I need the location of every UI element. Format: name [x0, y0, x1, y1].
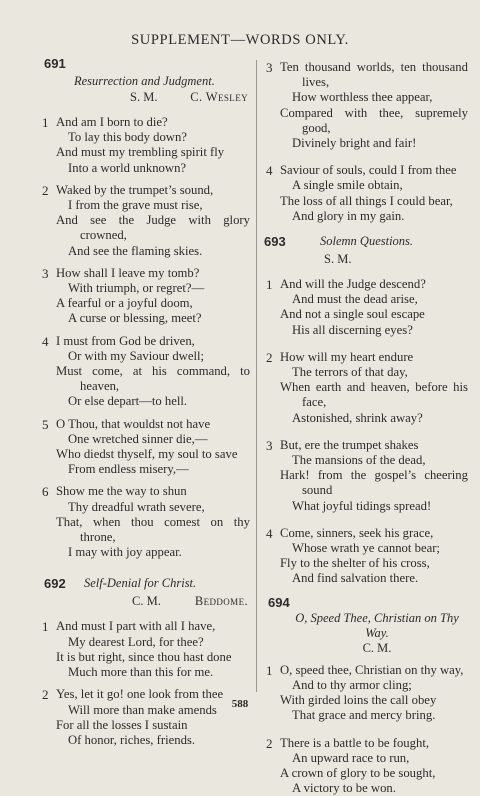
verse-line: Compared with thee, supremely: [262, 106, 468, 121]
stanza: [32, 115, 250, 176]
verse-line: O Thou, that wouldst not have: [32, 417, 250, 432]
stanza-number: 4: [266, 163, 273, 178]
stanza: [262, 60, 472, 151]
verse-line: And must my trembling spirit fly: [32, 145, 250, 160]
hymn-number: 693: [264, 234, 286, 249]
verse-line: good,: [262, 121, 472, 136]
stanza-number: 3: [42, 266, 49, 281]
hymn-692-meter-line: [32, 594, 250, 612]
hymn-691-meter-line: [32, 90, 250, 108]
stanza-number: 1: [42, 115, 49, 130]
verse-line: Yes, let it go! one look from thee: [32, 687, 250, 702]
hymn-author: Beddome.: [195, 594, 248, 609]
stanza-number: 4: [266, 526, 273, 541]
hymn-title-continued: Way.: [262, 626, 472, 641]
hymn-title: Resurrection and Judgment.: [74, 74, 215, 89]
verse-line: But, ere the trumpet shakes: [262, 438, 472, 453]
stanza: [32, 687, 250, 748]
verse-line: Of honor, riches, friends.: [32, 733, 250, 748]
hymn-693-meter-line: [262, 252, 472, 270]
verse-line: The terrors of that day,: [262, 365, 472, 380]
stanza-number: 2: [266, 350, 273, 365]
stanza: [262, 163, 472, 224]
verse-line: How shall I leave my tomb?: [32, 266, 250, 281]
stanza: [262, 526, 472, 587]
verse-line: And must I part with all I have,: [32, 619, 250, 634]
verse-line: The mansions of the dead,: [262, 453, 472, 468]
page-header: SUPPLEMENT—WORDS ONLY.: [0, 32, 480, 49]
stanza-number: 3: [266, 60, 273, 75]
verse-line: Come, sinners, seek his grace,: [262, 526, 472, 541]
verse-line: sound: [262, 483, 472, 498]
verse-line: One wretched sinner die,—: [32, 432, 250, 447]
verse-line: I may with joy appear.: [32, 545, 250, 560]
hymn-title: O, Speed Thee, Christian on Thy: [262, 611, 472, 626]
verse-line: His all discerning eyes?: [262, 323, 472, 338]
stanza-number: 1: [42, 619, 49, 634]
verse-line: throne,: [32, 530, 250, 545]
verse-line: I from the grave must rise,: [32, 198, 250, 213]
verse-line: Astonished, shrink away?: [262, 411, 472, 426]
hymn-number: 691: [44, 56, 66, 71]
verse-line: face,: [262, 395, 472, 410]
stanza: [262, 438, 472, 514]
hymn-meter: C. M.: [262, 641, 472, 656]
stanza: [262, 736, 472, 796]
stanza-number: 4: [42, 334, 49, 349]
hymn-691-header: [32, 56, 250, 74]
verse-line: That grace and mercy bring.: [262, 708, 472, 723]
stanza: [32, 183, 250, 259]
verse-line: Fly to the shelter of his cross,: [262, 556, 472, 571]
verse-line: Saviour of souls, could I from thee: [262, 163, 472, 178]
verse-line: A fearful or a joyful doom,: [32, 296, 250, 311]
verse-line: And must the dead arise,: [262, 292, 472, 307]
verse-line: Thy dreadful wrath severe,: [32, 500, 250, 515]
hymn-meter: S. M.: [324, 252, 351, 267]
stanza-number: 3: [266, 438, 273, 453]
verse-line: A curse or blessing, meet?: [32, 311, 250, 326]
page-number: 588: [0, 698, 480, 710]
verse-line: How worthless thee appear,: [262, 90, 472, 105]
verse-line: And find salvation there.: [262, 571, 472, 586]
hymn-meter: C. M.: [132, 594, 161, 609]
column-divider: [256, 60, 257, 692]
verse-line: And see the flaming skies.: [32, 244, 250, 259]
verse-line: And not a single soul escape: [262, 307, 472, 322]
verse-line: It is but right, since thou hast done: [32, 650, 250, 665]
hymn-meter: S. M.: [130, 90, 157, 105]
verse-line: lives,: [262, 75, 472, 90]
stanza-number: 1: [266, 663, 273, 678]
verse-line: A victory to be won.: [262, 781, 472, 796]
verse-line: From endless misery,—: [32, 462, 250, 477]
verse-line: Divinely bright and fair!: [262, 136, 472, 151]
verse-line: Will more than make amends: [32, 703, 250, 718]
right-column: [262, 60, 472, 796]
stanza: [262, 663, 472, 724]
verse-line: Or with my Saviour dwell;: [32, 349, 250, 364]
hymn-number: 692: [44, 576, 66, 591]
verse-line: Ten thousand worlds, ten thousand: [262, 60, 468, 75]
stanza: [32, 334, 250, 410]
stanza-number: 2: [42, 183, 49, 198]
hymn-694-header: [262, 595, 472, 611]
verse-line: A single smile obtain,: [262, 178, 472, 193]
verse-line: I must from God be driven,: [32, 334, 250, 349]
stanza: [32, 266, 250, 327]
verse-line: For all the losses I sustain: [32, 718, 250, 733]
verse-line: To lay this body down?: [32, 130, 250, 145]
stanza-number: 5: [42, 417, 49, 432]
verse-line: Who diedst thyself, my soul to save: [32, 447, 250, 462]
verse-line: My dearest Lord, for thee?: [32, 635, 250, 650]
verse-line: When earth and heaven, before his: [262, 380, 468, 395]
verse-line: Into a world unknown?: [32, 161, 250, 176]
verse-line: With triumph, or regret?—: [32, 281, 250, 296]
verse-line: heaven,: [32, 379, 250, 394]
hymn-title: Self-Denial for Christ.: [84, 576, 196, 591]
hymn-692-header: [32, 576, 250, 594]
verse-line: Much more than this for me.: [32, 665, 250, 680]
verse-line: An upward race to run,: [262, 751, 472, 766]
left-column: [32, 56, 250, 748]
verse-line: The loss of all things I could bear,: [262, 194, 472, 209]
verse-line: How will my heart endure: [262, 350, 472, 365]
verse-line: Or else depart—to hell.: [32, 394, 250, 409]
hymn-number: 694: [268, 595, 290, 610]
verse-line: O, speed thee, Christian on thy way,: [262, 663, 472, 678]
verse-line: Hark! from the gospel’s cheering: [262, 468, 468, 483]
verse-line: A crown of glory to be sought,: [262, 766, 472, 781]
verse-line: crowned,: [32, 228, 250, 243]
stanza-number: 2: [266, 736, 273, 751]
stanza-number: 6: [42, 484, 49, 499]
hymn-693-header: [262, 234, 472, 252]
stanza: [32, 619, 250, 680]
verse-line: Must come, at his command, to: [32, 364, 250, 379]
hymn-author: C. Wesley: [190, 90, 248, 105]
stanza: [262, 350, 472, 426]
verse-line: Show me the way to shun: [32, 484, 250, 499]
stanza-number: 2: [42, 687, 49, 702]
stanza-number: 1: [266, 277, 273, 292]
verse-line: With girded loins the call obey: [262, 693, 472, 708]
verse-line: Whose wrath ye cannot bear;: [262, 541, 472, 556]
verse-line: And will the Judge descend?: [262, 277, 472, 292]
hymn-title: Solemn Questions.: [320, 234, 413, 249]
verse-line: And am I born to die?: [32, 115, 250, 130]
verse-line: What joyful tidings spread!: [262, 499, 472, 514]
verse-line: And to thy armor cling;: [262, 678, 472, 693]
verse-line: That, when thou comest on thy: [32, 515, 250, 530]
stanza: [32, 484, 250, 560]
verse-line: Waked by the trumpet’s sound,: [32, 183, 250, 198]
stanza: [32, 417, 250, 478]
verse-line: And see the Judge with glory: [32, 213, 250, 228]
verse-line: There is a battle to be fought,: [262, 736, 472, 751]
stanza: [262, 277, 472, 338]
verse-line: And glory in my gain.: [262, 209, 472, 224]
